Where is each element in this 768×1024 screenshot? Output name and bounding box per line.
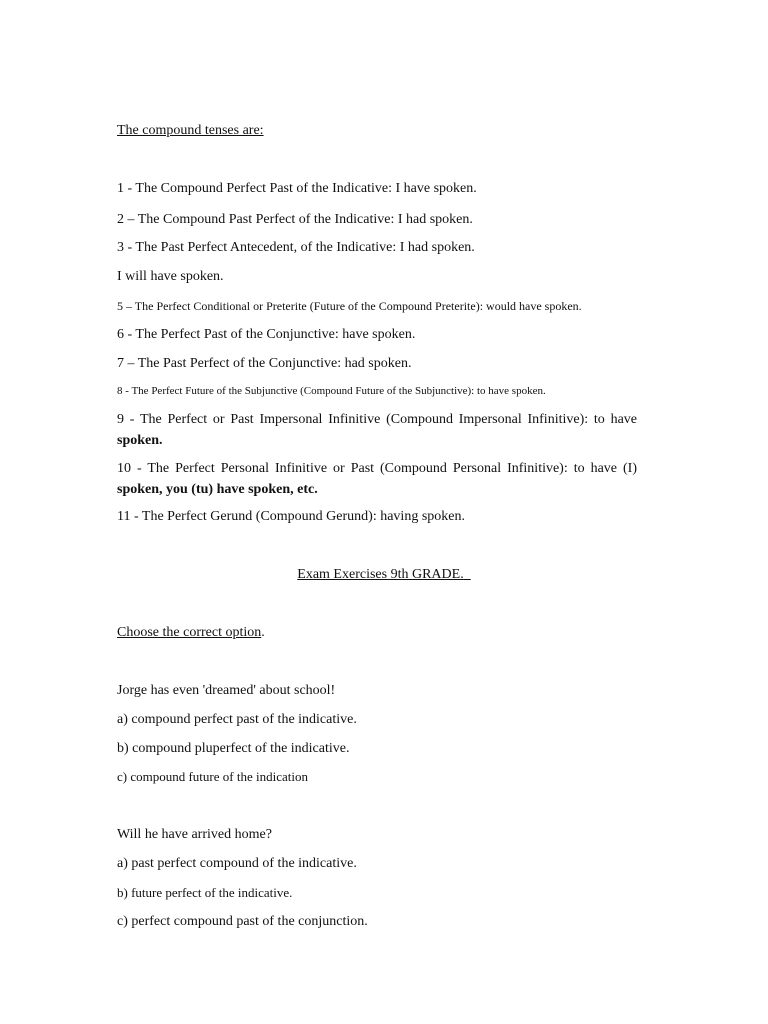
- question-1-option-b: b) compound pluperfect of the indicative.: [117, 741, 350, 756]
- question-1-option-a: a) compound perfect past of the indicative.: [117, 712, 357, 727]
- tense-7: 7 – The Past Perfect of the Conjunctive: had spoken.: [117, 356, 412, 371]
- tense-10-line-2: spoken, you (tu) have spoken, etc.: [117, 482, 318, 497]
- tense-1: 1 - The Compound Perfect Past of the Indicative: I have spoken.: [117, 181, 477, 196]
- instruction: [117, 623, 265, 643]
- tense-8: 8 - The Perfect Future of the Subjunctive (Compound Future of the Subjunctive): to have spoken.: [117, 385, 546, 397]
- question-2-option-c: c) perfect compound past of the conjunction.: [117, 914, 368, 929]
- section-heading: The compound tenses are:: [117, 123, 264, 138]
- exam-title-underline-trail: [464, 567, 471, 582]
- instruction-period: .: [261, 625, 265, 640]
- question-1-option-c: c) compound future of the indication: [117, 769, 308, 784]
- instruction-text: Choose the correct option: [117, 625, 262, 640]
- tense-4: I will have spoken.: [117, 269, 224, 284]
- question-2-option-a: a) past perfect compound of the indicative.: [117, 856, 357, 871]
- tense-6: 6 - The Perfect Past of the Conjunctive: have spoken.: [117, 327, 416, 342]
- tense-11: 11 - The Perfect Gerund (Compound Gerund): having spoken.: [117, 509, 465, 524]
- exam-title: [0, 565, 768, 585]
- tense-3: 3 - The Past Perfect Antecedent, of the Indicative: I had spoken.: [117, 240, 475, 255]
- question-2-prompt: Will he have arrived home?: [117, 827, 272, 842]
- tense-9-line-2: spoken.: [117, 433, 163, 448]
- question-1-prompt: Jorge has even 'dreamed' about school!: [117, 683, 336, 698]
- tense-5: 5 – The Perfect Conditional or Preterite (Future of the Compound Preterite): would have spoken.: [117, 299, 582, 313]
- question-2-option-b: b) future perfect of the indicative.: [117, 885, 293, 900]
- exam-title-text: Exam Exercises 9th GRADE.: [297, 567, 464, 582]
- tense-9-line-1: 9 - The Perfect or Past Impersonal Infinitive (Compound Impersonal Infinitive): to have: [117, 412, 637, 427]
- tense-2: 2 – The Compound Past Perfect of the Indicative: I had spoken.: [117, 212, 473, 227]
- tense-10-line-1: 10 - The Perfect Personal Infinitive or Past (Compound Personal Infinitive): to have (I): [117, 461, 637, 476]
